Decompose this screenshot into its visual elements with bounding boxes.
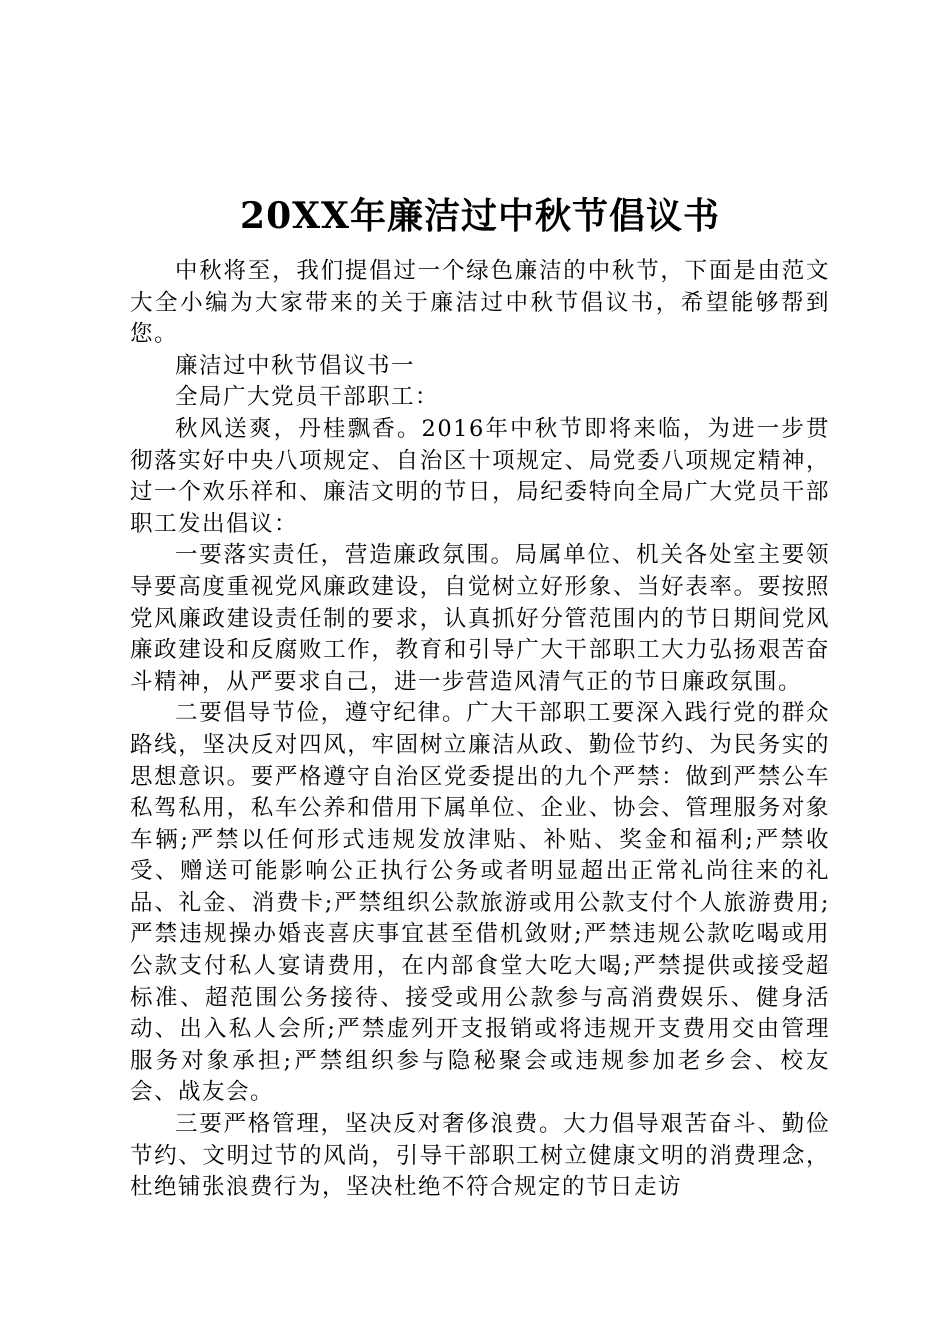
intro-paragraph: 中秋将至，我们提倡过一个绿色廉洁的中秋节，下面是由范文大全小编为大家带来的关于廉洁过中秋节倡议书，希望能够帮到您。 [130,258,830,348]
body-paragraph: 秋风送爽，丹桂飘香。2016年中秋节即将来临，为进一步贯彻落实好中央八项规定、自治区十项规定、局党委八项规定精神，过一个欢乐祥和、廉洁文明的节日，局纪委特向全局广大党员干部职工发出倡议： [130,415,830,537]
document-body [130,256,830,1204]
body-paragraph: 二要倡导节俭，遵守纪律。广大干部职工要深入践行党的群众路线，坚决反对四风，牢固树立廉洁从政、勤俭节约、为民务实的思想意识。要严格遵守自治区党委提出的九个严禁：做到严禁公车私驾私用，私车公养和借用下属单位、企业、协会、管理服务对象车辆;严禁以任何形式违规发放津贴、补贴、奖金和福利;严禁收受、赠送可能影响公正执行公务或者明显超出正常礼尚往来的礼品、礼金、消费卡;严禁组织公款旅游或用公款支付个人旅游费用;严禁违规操办婚丧喜庆事宜甚至借机敛财;严禁违规公款吃喝或用公款支付私人宴请费用，在内部食堂大吃大喝;严禁提供或接受超标准、超范围公务接待、接受或用公款参与高消费娱乐、健身活动、出入私人会所;严禁虚列开支报销或将违规开支费用交由管理服务对象承担;严禁组织参与隐秘聚会或违规参加老乡会、校友会、战友会。 [130,700,830,1106]
section-heading: 廉洁过中秋节倡议书一 [175,352,416,379]
body-paragraph: 一要落实责任，营造廉政氛围。局属单位、机关各处室主要领导要高度重视党风廉政建设，自觉树立好形象、当好表率。要按照党风廉政建设责任制的要求，认真抓好分管范围内的节日期间党风廉政建设和反腐败工作，教育和引导广大干部职工大力弘扬艰苦奋斗精神，从严要求自己，进一步营造风清气正的节日廉政氛围。 [130,542,830,695]
document-page [130,180,830,1204]
salutation: 全局广大党员干部职工： [175,384,440,411]
document-title: 20XX年廉洁过中秋节倡议书 [240,195,720,237]
body-paragraph: 三要严格管理，坚决反对奢侈浪费。大力倡导艰苦奋斗、勤俭节约、文明过节的风尚，引导干部职工树立健康文明的消费理念，杜绝铺张浪费行为，坚决杜绝不符合规定的节日走访 [130,1111,830,1201]
